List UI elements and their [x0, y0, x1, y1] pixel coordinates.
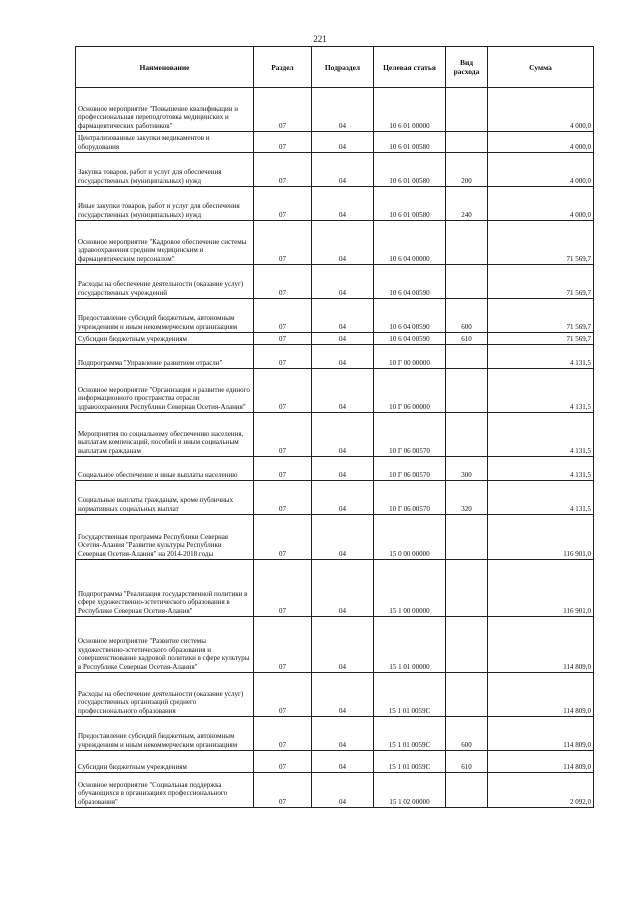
row-subsection: 04	[312, 153, 374, 187]
row-expense-type	[446, 221, 488, 265]
header-target: Целевая статья	[374, 47, 446, 88]
header-subsection: Подраздел	[312, 47, 374, 88]
row-subsection: 04	[312, 617, 374, 673]
row-subsection: 04	[312, 333, 374, 345]
row-section: 07	[254, 369, 312, 413]
row-section: 07	[254, 88, 312, 132]
row-name: Государственная программа Республики Северная Осетия-Алания "Развитие культуры Республики Северная Осетия-Алания" на 2014-2018 годы	[76, 515, 254, 560]
row-target: 10 6 01 00580	[374, 153, 446, 187]
row-subsection: 04	[312, 88, 374, 132]
row-section: 07	[254, 265, 312, 299]
row-expense-type: 300	[446, 457, 488, 481]
row-expense-type	[446, 265, 488, 299]
row-subsection: 04	[312, 773, 374, 808]
row-target: 10 Г 06 00570	[374, 457, 446, 481]
row-target: 10 6 01 00580	[374, 132, 446, 153]
row-amount: 2 092,0	[488, 773, 594, 808]
row-subsection: 04	[312, 187, 374, 221]
table-row	[76, 717, 594, 751]
row-name: Подпрограмма "Реализация государственной политики в сфере художественно-эстетического образования в Республике Северная Осетия-Алания"	[76, 560, 254, 617]
row-subsection: 04	[312, 457, 374, 481]
row-section: 07	[254, 413, 312, 457]
row-section: 07	[254, 773, 312, 808]
row-subsection: 04	[312, 299, 374, 333]
row-section: 07	[254, 617, 312, 673]
row-amount: 4 000,0	[488, 132, 594, 153]
page-number: 221	[313, 34, 327, 44]
row-section: 07	[254, 717, 312, 751]
row-target: 15 1 01 0059С	[374, 673, 446, 717]
row-target: 15 1 02 00000	[374, 773, 446, 808]
row-amount: 4 000,0	[488, 187, 594, 221]
row-expense-type	[446, 413, 488, 457]
row-subsection: 04	[312, 369, 374, 413]
row-target: 15 0 00 00000	[374, 515, 446, 560]
header-expense-type: Вид расхода	[446, 47, 488, 88]
row-name: Основное мероприятие "Развитие системы художественно-эстетического образования и совершенствование кадровой политики в сфере культуры в Республике Северная Осетия-Алания"	[76, 617, 254, 673]
row-subsection: 04	[312, 717, 374, 751]
row-expense-type: 320	[446, 481, 488, 515]
row-amount: 114 809,0	[488, 673, 594, 717]
row-name: Предоставление субсидий бюджетным, автономным учреждениям и иным некоммерческим организациям	[76, 717, 254, 751]
row-section: 07	[254, 299, 312, 333]
table-row	[76, 515, 594, 560]
row-amount: 71 569,7	[488, 221, 594, 265]
row-expense-type	[446, 515, 488, 560]
row-section: 07	[254, 515, 312, 560]
table-row	[76, 187, 594, 221]
row-name: Предоставление субсидий бюджетным, автономным учреждениям и иным некоммерческим организациям	[76, 299, 254, 333]
row-section: 07	[254, 132, 312, 153]
row-subsection: 04	[312, 673, 374, 717]
row-target: 10 6 01 00000	[374, 88, 446, 132]
row-expense-type	[446, 673, 488, 717]
row-amount: 4 131,5	[488, 369, 594, 413]
row-expense-type: 610	[446, 751, 488, 773]
row-name: Социальное обеспечение и иные выплаты населению	[76, 457, 254, 481]
row-amount: 114 809,0	[488, 751, 594, 773]
row-section: 07	[254, 345, 312, 369]
row-target: 10 Г 06 00570	[374, 413, 446, 457]
row-name: Основное мероприятие "Социальная поддержка обучающихся в организациях профессионального образования"	[76, 773, 254, 808]
row-subsection: 04	[312, 132, 374, 153]
row-target: 10 6 04 00000	[374, 221, 446, 265]
row-amount: 4 000,0	[488, 88, 594, 132]
row-amount: 4 131,5	[488, 345, 594, 369]
row-target: 15 1 00 00000	[374, 560, 446, 617]
row-name: Основное мероприятие "Повышение квалификации и профессиональная переподготовка медицинских и фармацевтических работников"	[76, 88, 254, 132]
row-expense-type	[446, 88, 488, 132]
row-name: Расходы на обеспечение деятельности (оказание услуг) государственных учреждений	[76, 265, 254, 299]
table-header-row	[76, 47, 594, 88]
row-name: Расходы на обеспечение деятельности (оказание услуг) государственных организаций среднего профессионального образования	[76, 673, 254, 717]
row-name: Основное мероприятие "Кадровое обеспечение системы здравоохранения средним медицинским и фармацевтическим персоналом"	[76, 221, 254, 265]
row-name: Субсидии бюджетным учреждениям	[76, 751, 254, 773]
row-subsection: 04	[312, 265, 374, 299]
row-expense-type: 200	[446, 153, 488, 187]
row-amount: 114 809,0	[488, 717, 594, 751]
budget-table	[75, 46, 594, 808]
row-expense-type	[446, 132, 488, 153]
row-expense-type	[446, 560, 488, 617]
table-row	[76, 617, 594, 673]
row-amount: 4 131,5	[488, 413, 594, 457]
row-target: 15 1 01 0059С	[374, 751, 446, 773]
row-name: Социальные выплаты гражданам, кроме публичных нормативных социальных выплат	[76, 481, 254, 515]
table-row	[76, 457, 594, 481]
row-expense-type: 600	[446, 717, 488, 751]
row-subsection: 04	[312, 221, 374, 265]
table-row	[76, 221, 594, 265]
row-section: 07	[254, 221, 312, 265]
row-target: 10 Г 06 00570	[374, 481, 446, 515]
row-section: 07	[254, 560, 312, 617]
header-amount: Сумма	[488, 47, 594, 88]
row-amount: 4 131,5	[488, 481, 594, 515]
row-section: 07	[254, 333, 312, 345]
row-target: 15 1 01 00000	[374, 617, 446, 673]
row-expense-type: 600	[446, 299, 488, 333]
row-amount: 4 000,0	[488, 153, 594, 187]
row-expense-type	[446, 617, 488, 673]
row-amount: 116 901,0	[488, 560, 594, 617]
row-target: 10 6 04 00590	[374, 265, 446, 299]
row-name: Субсидии бюджетным учреждениям	[76, 333, 254, 345]
row-expense-type	[446, 345, 488, 369]
row-section: 07	[254, 153, 312, 187]
row-subsection: 04	[312, 515, 374, 560]
row-name: Централизованные закупки медикаментов и оборудования	[76, 132, 254, 153]
row-subsection: 04	[312, 751, 374, 773]
table-row	[76, 673, 594, 717]
header-name: Наименование	[76, 47, 254, 88]
table-row	[76, 773, 594, 808]
table-row	[76, 299, 594, 333]
row-name: Мероприятия по социальному обеспечению населения, выплатам компенсаций, пособий и иным социальным выплатам гражданам	[76, 413, 254, 457]
row-amount: 4 131,5	[488, 457, 594, 481]
row-subsection: 04	[312, 481, 374, 515]
row-section: 07	[254, 457, 312, 481]
table-row	[76, 481, 594, 515]
table-row	[76, 333, 594, 345]
row-amount: 114 809,0	[488, 617, 594, 673]
table-row	[76, 88, 594, 132]
row-amount: 71 569,7	[488, 299, 594, 333]
row-target: 10 Г 00 00000	[374, 345, 446, 369]
row-target: 10 Г 06 00000	[374, 369, 446, 413]
row-target: 10 6 04 00590	[374, 299, 446, 333]
table-row	[76, 345, 594, 369]
row-section: 07	[254, 751, 312, 773]
header-section: Раздел	[254, 47, 312, 88]
row-section: 07	[254, 187, 312, 221]
row-section: 07	[254, 481, 312, 515]
row-amount: 116 901,0	[488, 515, 594, 560]
row-expense-type: 610	[446, 333, 488, 345]
row-name: Закупка товаров, работ и услуг для обеспечения государственных (муниципальных) нужд	[76, 153, 254, 187]
row-target: 15 1 01 0059С	[374, 717, 446, 751]
row-name: Иные закупки товаров, работ и услуг для обеспечения государственных (муниципальных) нужд	[76, 187, 254, 221]
table-row	[76, 265, 594, 299]
row-amount: 71 569,7	[488, 333, 594, 345]
row-target: 10 6 01 00580	[374, 187, 446, 221]
row-name: Подпрограмма "Управление развитием отрасли"	[76, 345, 254, 369]
row-amount: 71 569,7	[488, 265, 594, 299]
row-name: Основное мероприятие "Организация и развитие единого информационного пространства отрасли здравоохранения Республики Северная Осетия-Алания"	[76, 369, 254, 413]
row-expense-type	[446, 369, 488, 413]
row-subsection: 04	[312, 345, 374, 369]
row-expense-type: 240	[446, 187, 488, 221]
row-subsection: 04	[312, 560, 374, 617]
row-subsection: 04	[312, 413, 374, 457]
table-row	[76, 560, 594, 617]
table-row	[76, 153, 594, 187]
row-section: 07	[254, 673, 312, 717]
row-expense-type	[446, 773, 488, 808]
table-row	[76, 369, 594, 413]
table-row	[76, 132, 594, 153]
table-row	[76, 413, 594, 457]
table-row	[76, 751, 594, 773]
row-target: 10 6 04 00590	[374, 333, 446, 345]
